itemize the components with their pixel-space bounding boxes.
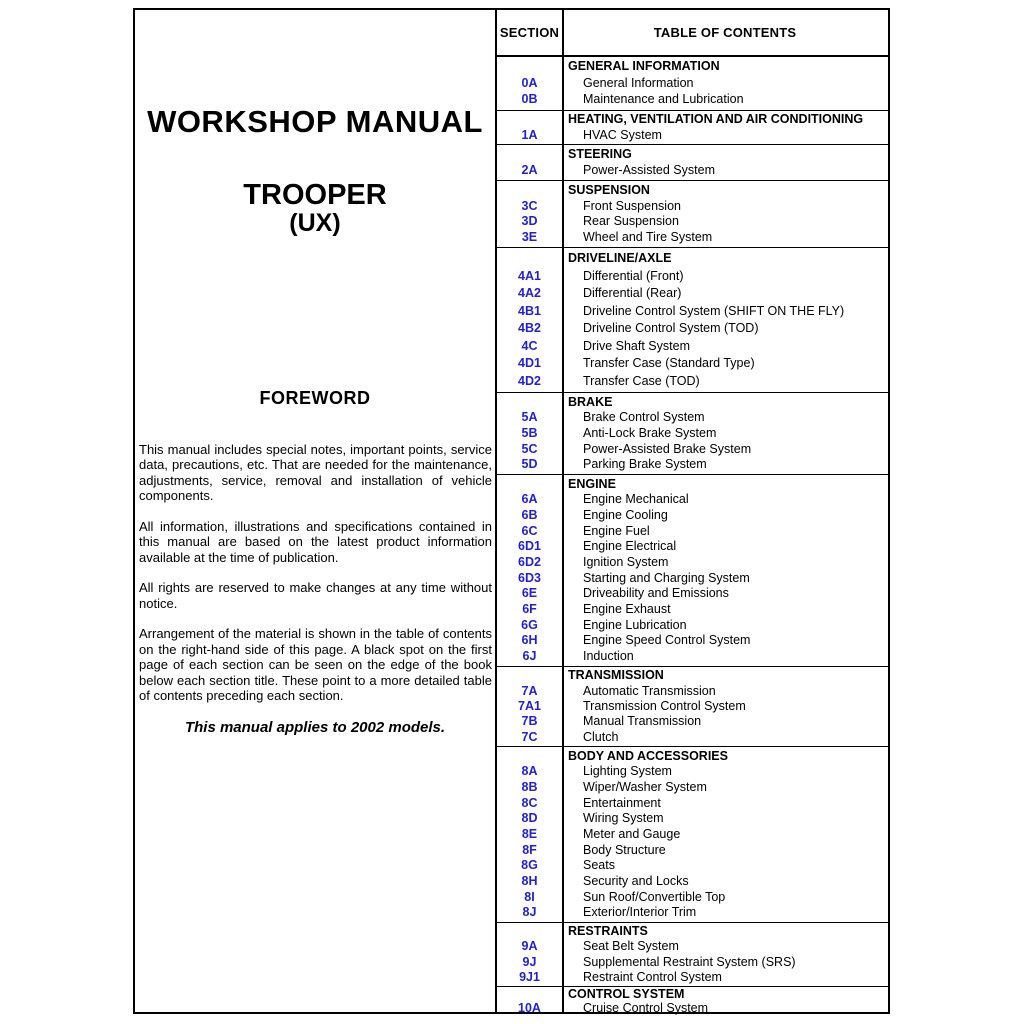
toc-item-row xyxy=(497,956,888,969)
section-title: Seats xyxy=(583,858,615,873)
toc-groups xyxy=(497,57,888,1016)
column-divider xyxy=(562,10,564,1012)
toc-item-row xyxy=(497,971,888,984)
section-code: 6C xyxy=(521,523,538,538)
section-title: Body Structure xyxy=(583,842,666,857)
section-code: 8B xyxy=(521,779,538,794)
section-title: Maintenance and Lubrication xyxy=(583,92,744,107)
section-title: Entertainment xyxy=(583,795,661,810)
section-code: 7C xyxy=(521,729,538,744)
section-title: General Information xyxy=(583,75,694,90)
cover-panel xyxy=(135,10,495,1012)
section-title: Automatic Transmission xyxy=(583,683,716,698)
toc-group xyxy=(497,247,888,392)
foreword-paragraph: All information, illustrations and specifications contained in this manual are based on the latest product information available at the time of publication. xyxy=(139,518,492,565)
section-title: Drive Shaft System xyxy=(583,338,690,353)
section-code: 10A xyxy=(518,1000,541,1015)
section-code: 9A xyxy=(521,939,538,954)
section-title: Engine Mechanical xyxy=(583,492,689,507)
toc-category-heading: BRAKE xyxy=(568,394,613,409)
section-code: 4D1 xyxy=(518,356,541,371)
section-code: 8A xyxy=(521,764,538,779)
section-code: 8I xyxy=(524,889,535,904)
section-title: Differential (Rear) xyxy=(583,286,682,301)
section-title: Driveability and Emissions xyxy=(583,586,729,601)
toc-item-row xyxy=(497,765,888,778)
toc-item-row xyxy=(497,375,888,388)
section-title: Transfer Case (TOD) xyxy=(583,373,700,388)
toc-group xyxy=(497,180,888,247)
toc-item-row xyxy=(497,634,888,647)
toc-item-row xyxy=(497,572,888,585)
toc-item-row xyxy=(497,812,888,825)
section-code: 2A xyxy=(521,162,538,177)
toc-group xyxy=(497,666,888,746)
toc-item-row xyxy=(497,906,888,919)
toc-item-row xyxy=(497,458,888,471)
toc-group xyxy=(497,746,888,922)
toc-item-row xyxy=(497,797,888,810)
toc-item-row xyxy=(497,940,888,953)
section-title: Brake Control System xyxy=(583,410,705,425)
section-title: Power-Assisted Brake System xyxy=(583,441,752,456)
toc-item-row xyxy=(497,357,888,370)
toc-item-row xyxy=(497,287,888,300)
section-title: Engine Exhaust xyxy=(583,602,671,617)
toc-item-row xyxy=(497,556,888,569)
section-code: 3E xyxy=(521,230,538,245)
manual-title: WORKSHOP MANUAL xyxy=(147,104,483,139)
section-code: 0B xyxy=(521,92,538,107)
toc-item-row xyxy=(497,411,888,424)
section-title: HVAC System xyxy=(583,127,662,142)
section-title: Manual Transmission xyxy=(583,714,702,729)
toc-panel xyxy=(495,10,888,1015)
toc-category-heading: CONTROL SYSTEM xyxy=(568,986,685,1001)
toc-category-heading: RESTRAINTS xyxy=(568,924,648,939)
section-title: Seat Belt System xyxy=(583,939,679,954)
toc-item-row xyxy=(497,215,888,228)
section-code: 8F xyxy=(522,842,537,857)
section-code: 6D1 xyxy=(518,539,541,554)
section-code: 8H xyxy=(521,873,538,888)
section-code: 6B xyxy=(521,507,538,522)
section-title: Security and Locks xyxy=(583,873,689,888)
section-title: Transmission Control System xyxy=(583,698,746,713)
toc-category-heading: BODY AND ACCESSORIES xyxy=(568,748,728,763)
contents-column-header: TABLE OF CONTENTS xyxy=(653,25,797,40)
toc-item-row xyxy=(497,340,888,353)
section-code: 4A1 xyxy=(518,268,541,283)
section-title: Front Suspension xyxy=(583,198,681,213)
toc-item-row xyxy=(497,231,888,244)
section-title: Lighting System xyxy=(583,764,672,779)
section-title: Driveline Control System (SHIFT ON THE FLY) xyxy=(583,303,845,318)
section-title: Differential (Front) xyxy=(583,268,684,283)
section-title: Sun Roof/Convertible Top xyxy=(583,889,726,904)
toc-item-row xyxy=(497,93,888,106)
section-code: 9J1 xyxy=(519,969,540,984)
section-code: 8J xyxy=(522,905,537,920)
foreword-paragraph: This manual includes special notes, important points, service data, precautions, etc. That are needed for the maintenance, adjustments, service, removal and installation of vehicle components. xyxy=(139,441,492,504)
applies-note: This manual applies to 2002 models. xyxy=(184,718,446,736)
section-code: 5A xyxy=(521,410,538,425)
section-title: Power-Assisted System xyxy=(583,162,715,177)
toc-item-row xyxy=(497,781,888,794)
toc-item-row xyxy=(497,731,888,744)
section-title: Driveline Control System (TOD) xyxy=(583,321,759,336)
foreword-heading: FOREWORD xyxy=(259,387,371,408)
toc-item-row xyxy=(497,875,888,888)
toc-item-row xyxy=(497,891,888,904)
toc-item-row xyxy=(497,509,888,522)
section-code: 8E xyxy=(521,826,538,841)
toc-category-heading: DRIVELINE/AXLE xyxy=(568,251,672,266)
toc-item-row xyxy=(497,587,888,600)
toc-category-heading: TRANSMISSION xyxy=(568,668,664,683)
section-title: Clutch xyxy=(583,729,619,744)
toc-item-row xyxy=(497,619,888,632)
foreword-paragraphs xyxy=(135,442,495,704)
section-title: Engine Lubrication xyxy=(583,617,687,632)
section-title: Induction xyxy=(583,649,634,664)
toc-item-row xyxy=(497,844,888,857)
model-code: (UX) xyxy=(289,208,341,237)
toc-group xyxy=(497,922,888,986)
section-title: Meter and Gauge xyxy=(583,826,681,841)
section-title: Engine Fuel xyxy=(583,523,650,538)
section-title: Parking Brake System xyxy=(583,457,707,472)
section-code: 8G xyxy=(521,858,538,873)
toc-item-row xyxy=(497,540,888,553)
toc-item-row xyxy=(497,129,888,142)
section-code: 6D3 xyxy=(518,570,541,585)
toc-item-row xyxy=(497,305,888,318)
section-code: 5B xyxy=(521,425,538,440)
section-code: 4C xyxy=(521,338,538,353)
toc-category-heading: ENGINE xyxy=(568,476,616,491)
section-title: Exterior/Interior Trim xyxy=(583,905,697,920)
toc-category-heading: STEERING xyxy=(568,146,632,161)
toc-group xyxy=(497,144,888,180)
toc-category-heading: HEATING, VENTILATION AND AIR CONDITIONING xyxy=(568,112,864,127)
section-title: Rear Suspension xyxy=(583,214,679,229)
section-code: 6F xyxy=(522,602,537,617)
section-title: Restraint Control System xyxy=(583,969,722,984)
toc-item-row xyxy=(497,859,888,872)
section-title: Transfer Case (Standard Type) xyxy=(583,356,755,371)
toc-group xyxy=(497,57,888,110)
section-code: 4A2 xyxy=(518,286,541,301)
section-code: 4D2 xyxy=(518,373,541,388)
section-code: 7A1 xyxy=(518,698,541,713)
section-title: Wiring System xyxy=(583,811,664,826)
toc-item-row xyxy=(497,715,888,728)
section-code: 3D xyxy=(521,214,538,229)
toc-group xyxy=(497,474,888,666)
manual-cover-page xyxy=(133,8,890,1014)
section-title: Engine Cooling xyxy=(583,507,668,522)
section-code: 6E xyxy=(521,586,538,601)
section-column-header: SECTION xyxy=(499,25,560,40)
toc-item-row xyxy=(497,270,888,283)
toc-group xyxy=(497,986,888,1016)
section-code: 8C xyxy=(521,795,538,810)
model-name: TROOPER xyxy=(243,178,387,211)
section-title: Supplemental Restraint System (SRS) xyxy=(583,954,796,969)
section-code: 6G xyxy=(521,617,538,632)
section-code: 7B xyxy=(521,714,538,729)
section-code: 3C xyxy=(521,198,538,213)
section-code: 0A xyxy=(521,75,538,90)
toc-item-row xyxy=(497,525,888,538)
toc-item-row xyxy=(497,685,888,698)
section-title: Engine Speed Control System xyxy=(583,633,751,648)
section-title: Cruise Control System xyxy=(583,1000,709,1015)
toc-item-row xyxy=(497,200,888,213)
section-code: 6A xyxy=(521,492,538,507)
section-title: Ignition System xyxy=(583,555,669,569)
toc-item-row xyxy=(497,493,888,506)
section-code: 1A xyxy=(521,127,538,142)
section-code: 8D xyxy=(521,811,538,826)
section-title: Wiper/Washer System xyxy=(583,779,707,794)
section-title: Engine Electrical xyxy=(583,539,677,554)
section-title: Wheel and Tire System xyxy=(583,230,713,245)
section-code: 5D xyxy=(521,457,538,472)
toc-item-row xyxy=(497,700,888,713)
toc-item-row xyxy=(497,164,888,177)
foreword-paragraph: All rights are reserved to make changes at any time without notice. xyxy=(139,580,492,611)
section-code: 6H xyxy=(521,633,538,648)
section-title: Anti-Lock Brake System xyxy=(583,425,717,440)
section-code: 9J xyxy=(522,954,537,969)
toc-item-row xyxy=(497,427,888,440)
toc-item-row xyxy=(497,603,888,616)
toc-item-row xyxy=(497,1002,888,1015)
section-title: Starting and Charging System xyxy=(583,570,750,585)
toc-group xyxy=(497,110,888,144)
toc-item-row xyxy=(497,650,888,663)
toc-group xyxy=(497,392,888,474)
section-code: 5C xyxy=(521,441,538,456)
toc-item-row xyxy=(497,77,888,90)
section-code: 4B1 xyxy=(518,303,541,318)
section-code: 6J xyxy=(522,649,537,664)
toc-category-heading: SUSPENSION xyxy=(568,182,650,197)
foreword-paragraph: Arrangement of the material is shown in the table of contents on the right-hand side of this page. A black spot on the first page of each section can be seen on the edge of the book below each section title. These point to a more detailed table of contents preceding each section. xyxy=(139,626,492,704)
toc-item-row xyxy=(497,322,888,335)
section-code: 7A xyxy=(521,683,538,698)
toc-item-row xyxy=(497,443,888,456)
toc-item-row xyxy=(497,828,888,841)
toc-category-heading: GENERAL INFORMATION xyxy=(568,59,720,74)
toc-header-row xyxy=(497,10,888,57)
section-code: 6D2 xyxy=(518,555,541,569)
section-code: 4B2 xyxy=(518,321,541,336)
